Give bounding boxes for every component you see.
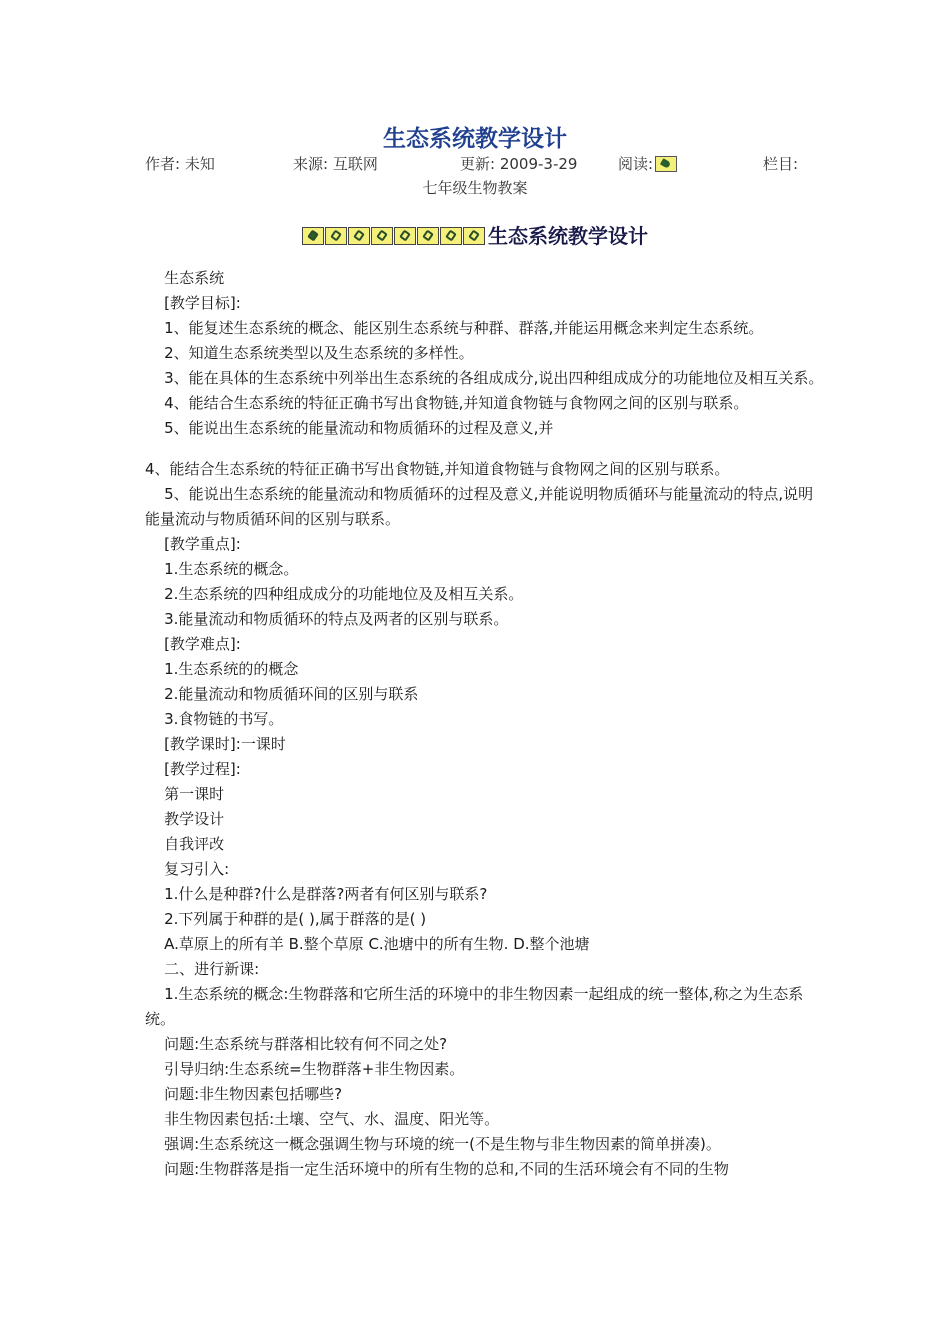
paragraph: 5、能说出生态系统的能量流动和物质循环的过程及意义,并能说明物质循环与能量流动的特点,说明能量流动与物质循环间的区别与联系。 bbox=[145, 485, 814, 528]
paragraph: 复习引入: bbox=[145, 860, 230, 878]
pencil-icon bbox=[371, 227, 393, 245]
article-block-main bbox=[145, 457, 825, 1182]
paragraph: 第一课时 bbox=[145, 785, 225, 803]
read-label: 阅读: bbox=[618, 155, 654, 173]
paragraph: 非生物因素包括:土壤、空气、水、温度、阳光等。 bbox=[145, 1110, 500, 1128]
column-label: 栏目: bbox=[763, 155, 799, 173]
paragraph: 1.生态系统的概念:生物群落和它所生活的环境中的非生物因素一起组成的统一整体,称之为生态系统。 bbox=[145, 985, 804, 1028]
paragraph: 问题:生态系统与群落相比较有何不同之处? bbox=[145, 1035, 448, 1053]
paragraph: 3.能量流动和物质循环的特点及两者的区别与联系。 bbox=[145, 610, 509, 628]
read-count bbox=[618, 153, 677, 174]
paragraph: 二、进行新课: bbox=[145, 960, 260, 978]
update-date: 更新: 2009-3-29 bbox=[460, 155, 578, 173]
paragraph: 4、能结合生态系统的特征正确书写出食物链,并知道食物链与食物网之间的区别与联系。 bbox=[145, 460, 730, 478]
pencil-icon-strip bbox=[302, 226, 486, 250]
pencil-icon bbox=[417, 227, 439, 245]
paragraph: 5、能说出生态系统的能量流动和物质循环的过程及意义,并 bbox=[145, 419, 554, 437]
article-body bbox=[145, 266, 825, 1182]
pencil-icon bbox=[394, 227, 416, 245]
paragraph: 1、能复述生态系统的概念、能区别生态系统与种群、群落,并能运用概念来判定生态系统。 bbox=[145, 319, 764, 337]
paragraph: [教学过程]: bbox=[145, 760, 241, 778]
paragraph: 3、能在具体的生态系统中列举出生态系统的各组成成分,说出四种组成成分的功能地位及相互关系。 bbox=[145, 369, 824, 387]
paragraph: 教学设计 bbox=[145, 810, 225, 828]
category-link[interactable]: 七年级生物教案 bbox=[422, 179, 528, 197]
pencil-icon bbox=[302, 227, 324, 245]
article-block-intro bbox=[145, 266, 825, 441]
author-info: 作者: 未知 bbox=[145, 155, 215, 173]
article-heading-text: 生态系统教学设计 bbox=[488, 224, 648, 248]
pencil-icon bbox=[325, 227, 347, 245]
paragraph: 生态系统 bbox=[145, 269, 225, 287]
paragraph: 问题:生物群落是指一定生活环境中的所有生物的总和,不同的生活环境会有不同的生物 bbox=[145, 1160, 729, 1178]
paragraph: 引导归纳:生态系统=生物群落+非生物因素。 bbox=[145, 1060, 465, 1078]
source-info: 来源: 互联网 bbox=[293, 155, 378, 173]
pencil-icon bbox=[348, 227, 370, 245]
paragraph: 2.下列属于种群的是( ),属于群落的是( ) bbox=[145, 910, 427, 928]
paragraph: 1.生态系统的概念。 bbox=[145, 560, 299, 578]
article-heading bbox=[0, 220, 950, 250]
read-pencil-icon bbox=[655, 156, 677, 172]
paragraph: 自我评改 bbox=[145, 835, 225, 853]
pencil-icon bbox=[463, 227, 485, 245]
paragraph: 2、知道生态系统类型以及生态系统的多样性。 bbox=[145, 344, 474, 362]
page-title: 生态系统教学设计 bbox=[383, 126, 567, 152]
paragraph: 强调:生态系统这一概念强调生物与环境的统一(不是生物与非生物因素的简单拼凑)。 bbox=[145, 1135, 721, 1153]
paragraph: 1.生态系统的的概念 bbox=[145, 660, 299, 678]
paragraph: 2.生态系统的四种组成成分的功能地位及及相互关系。 bbox=[145, 585, 524, 603]
paragraph: A.草原上的所有羊 B.整个草原 C.池塘中的所有生物. D.整个池塘 bbox=[145, 935, 590, 953]
paragraph: 3.食物链的书写。 bbox=[145, 710, 284, 728]
paragraph: [教学课时]:一课时 bbox=[145, 735, 286, 753]
paragraph: [教学目标]: bbox=[145, 294, 241, 312]
paragraph: [教学重点]: bbox=[145, 535, 241, 553]
paragraph: [教学难点]: bbox=[145, 635, 241, 653]
paragraph: 1.什么是种群?什么是群落?两者有何区别与联系? bbox=[145, 885, 488, 903]
pencil-icon bbox=[440, 227, 462, 245]
paragraph: 问题:非生物因素包括哪些? bbox=[145, 1085, 343, 1103]
paragraph: 4、能结合生态系统的特征正确书写出食物链,并知道食物链与食物网之间的区别与联系。 bbox=[145, 394, 749, 412]
paragraph: 2.能量流动和物质循环间的区别与联系 bbox=[145, 685, 419, 703]
paragraph-gap bbox=[145, 441, 825, 457]
